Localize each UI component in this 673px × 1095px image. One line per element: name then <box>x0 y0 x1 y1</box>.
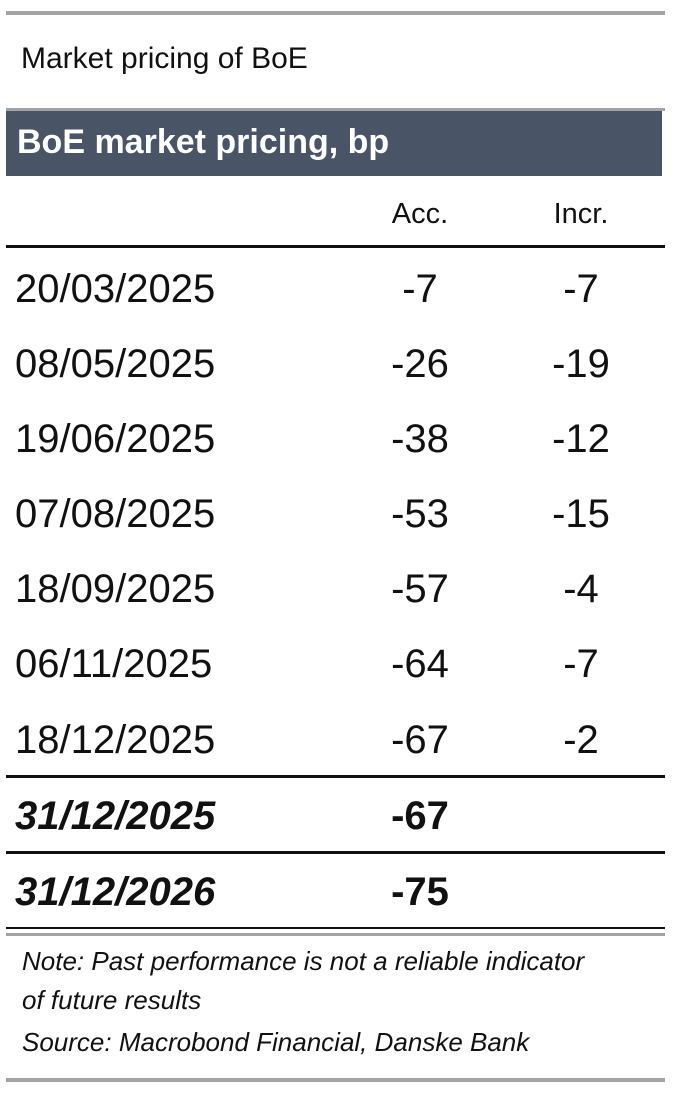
table-row <box>0 624 673 699</box>
row-acc-value: -67 <box>391 718 449 762</box>
row-incr-value: -7 <box>563 267 599 311</box>
row-date: 19/06/2025 <box>15 417 216 461</box>
row-acc-value: -57 <box>391 567 449 611</box>
summary-row <box>0 776 673 851</box>
row-incr-value: -2 <box>563 718 599 762</box>
table-header-title: BoE market pricing, bp <box>17 123 390 161</box>
table-row <box>0 700 673 775</box>
row-incr-value: -4 <box>563 567 599 611</box>
row-date: 06/11/2025 <box>15 642 213 686</box>
source-text: Source: Macrobond Financial, Danske Bank <box>22 1027 530 1057</box>
row-acc-value: -64 <box>391 642 449 686</box>
row-date: 07/08/2025 <box>15 492 216 536</box>
page-title: Market pricing of BoE <box>21 42 308 75</box>
row-date: 08/05/2025 <box>15 342 216 386</box>
summary-date: 31/12/2025 <box>15 794 216 838</box>
table-row <box>0 249 673 324</box>
row-acc-value: -26 <box>391 342 449 386</box>
row-incr-value: -12 <box>552 417 610 461</box>
column-header-rule <box>6 245 665 248</box>
column-header-incr: Incr. <box>553 198 609 230</box>
row-date: 18/12/2025 <box>15 718 216 762</box>
bottom-rule <box>6 1078 665 1082</box>
summary-row <box>0 852 673 927</box>
note-text-line1: Note: Past performance is not a reliable indicator <box>22 946 585 976</box>
column-header-acc: Acc. <box>391 198 449 230</box>
table-header-bar <box>6 111 662 176</box>
table-row <box>0 474 673 549</box>
top-rule <box>6 11 665 15</box>
row-date: 20/03/2025 <box>15 267 216 311</box>
row-incr-value: -7 <box>563 642 599 686</box>
table-row <box>0 399 673 474</box>
row-incr-value: -15 <box>552 492 610 536</box>
row-incr-value: -19 <box>552 342 610 386</box>
table-row <box>0 549 673 624</box>
summary-acc-value: -75 <box>391 870 449 914</box>
note-text-line2: of future results <box>22 985 202 1015</box>
row-date: 18/09/2025 <box>15 567 216 611</box>
table-bottom-rule <box>6 927 665 929</box>
table-row <box>0 324 673 399</box>
summary-acc-value: -67 <box>391 794 449 838</box>
row-acc-value: -38 <box>391 417 449 461</box>
notes-top-rule <box>6 933 665 936</box>
row-acc-value: -53 <box>391 492 449 536</box>
row-acc-value: -7 <box>402 267 438 311</box>
summary-date: 31/12/2026 <box>15 870 216 914</box>
